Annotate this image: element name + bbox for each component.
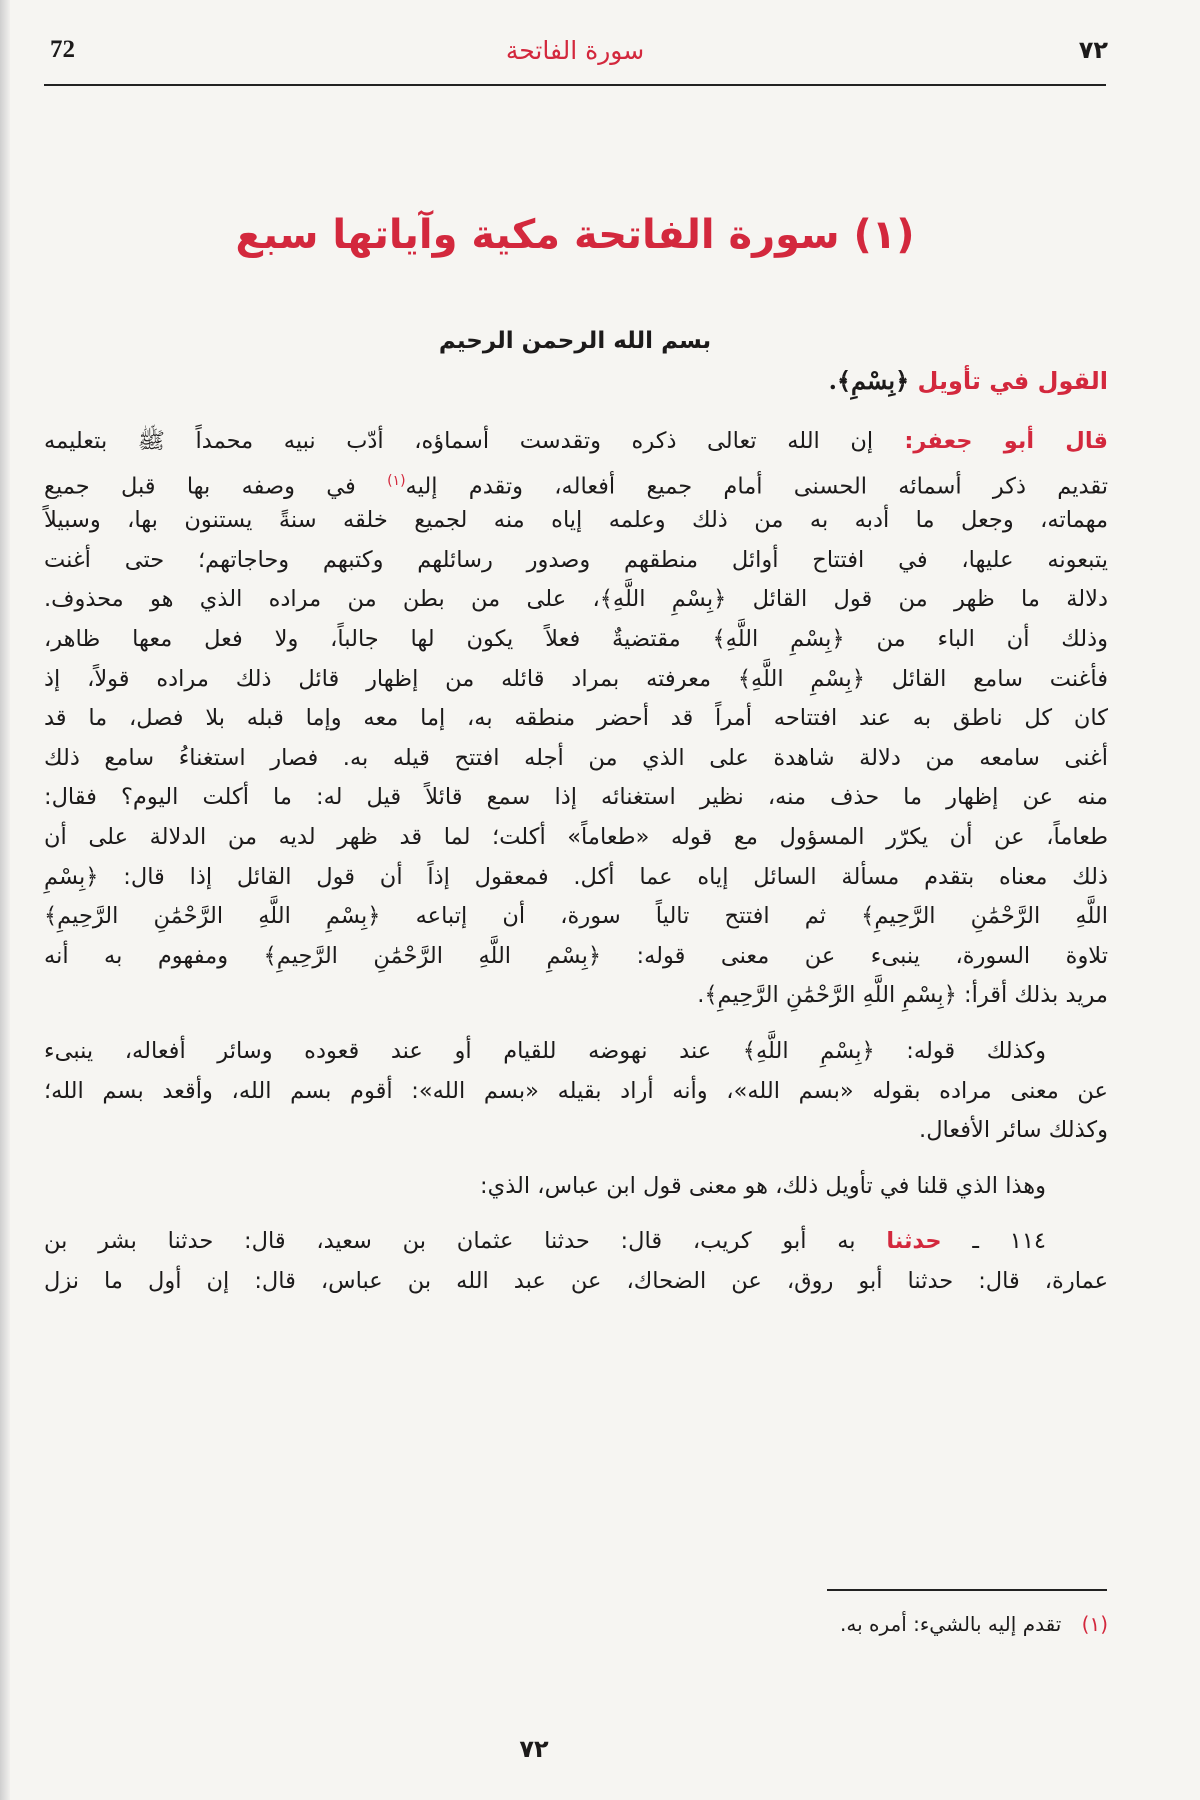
text-segment: إن الله تعالى ذكره وتقدست أسماؤه، أدّب نبيه محمداً ﷺ بتعليمه bbox=[44, 428, 874, 454]
text-segment: وكذلك سائر الأفعال. bbox=[919, 1117, 1108, 1144]
text-segment: ١١٤ ـ bbox=[941, 1228, 1046, 1255]
footnote-rule bbox=[827, 1589, 1107, 1591]
footnote-marker: (١) bbox=[387, 472, 406, 489]
basmala: بسم الله الرحمن الرحيم bbox=[438, 328, 712, 354]
text-line bbox=[44, 580, 1108, 620]
text-segment: كان كل ناطق به عند افتتاحه أمراً قد أحضر منطقه به، إما معه وإما قبله بلا فصل، ما قد bbox=[44, 705, 1108, 732]
text-segment: وهذا الذي قلنا في تأويل ذلك، هو معنى قول ابن عباس، الذي: bbox=[480, 1172, 1046, 1199]
scan-edge bbox=[0, 0, 10, 1800]
text-line bbox=[44, 1072, 1108, 1112]
header-surah-title: سورة الفاتحة bbox=[505, 36, 645, 65]
text-line bbox=[44, 422, 1108, 462]
header-page-number-arabic: ٧٢ bbox=[1078, 36, 1108, 64]
text-line bbox=[44, 1262, 1108, 1302]
highlighted-phrase: قال أبو جعفر: bbox=[873, 428, 1109, 454]
text-segment: فأغنت سامع القائل ﴿بِسْمِ اللَّهِ﴾ معرفته بمراد قائله من إظهار قائل ذلك مراده قولاً، إذ bbox=[44, 665, 1108, 692]
text-line bbox=[44, 699, 1108, 739]
highlighted-phrase: حدثنا bbox=[886, 1228, 942, 1255]
footer-page-number: ٧٢ bbox=[519, 1735, 549, 1763]
text-segment: يتبعونه عليها، في افتتاح أوائل منطقهم وصدور رسائلهم وكتبهم وحاجاتهم؛ حتى أغنت bbox=[44, 546, 1108, 573]
text-segment: اللَّهِ الرَّحْمَٰنِ الرَّحِيمِ﴾ ثم افتتح تالياً سورة، أن إتباعه ﴿بِسْمِ اللَّهِ الرَّحْمَٰنِ الرَّحِيمِ﴾ bbox=[44, 903, 1108, 930]
text-line bbox=[44, 1222, 1108, 1262]
text-line bbox=[44, 897, 1108, 937]
text-segment: وذلك أن الباء من ﴿بِسْمِ اللَّهِ﴾ مقتضيةٌ فعلاً يكون لها جالباً، ولا فعل معها ظاهر، bbox=[44, 625, 1108, 652]
text-line bbox=[44, 1032, 1108, 1072]
header-rule bbox=[44, 84, 1106, 86]
text-segment: مهماته، وجعل ما أدبه به من ذلك وعلمه إياه منه لجميع خلقه سنةً يستنون بها، وسبيلاً bbox=[44, 507, 1108, 534]
text-segment: عمارة، قال: حدثنا أبو روق، عن الضحاك، عن عبد الله بن عباس، قال: إن أول ما نزل bbox=[44, 1267, 1108, 1294]
subheading-quote: ﴿بِسْمِ﴾. bbox=[828, 366, 910, 395]
text-segment: عن معنى مراده بقوله «بسم الله»، وأنه أراد بقيله «بسم الله»: أقوم بسم الله، وأقعد بسم الله؛ bbox=[44, 1077, 1108, 1104]
text-segment: في وصفه بها قبل جميع bbox=[44, 473, 388, 500]
subheading bbox=[829, 366, 1108, 395]
text-segment: ذلك معناه بتقدم مسألة السائل إياه عما أكل. فمعقول إذاً أن قول القائل إذا قال: ﴿بِسْمِ bbox=[44, 863, 1108, 890]
text-segment: منه عن إظهار ما حذف منه، نظير استغنائه إذا سمع قائلاً قيل له: ما أكلت اليوم؟ فقال: bbox=[44, 784, 1108, 811]
text-segment: تلاوة السورة، ينبىء عن معنى قوله: ﴿بِسْمِ اللَّهِ الرَّحْمَٰنِ الرَّحِيمِ﴾ ومفهوم به أنه bbox=[44, 942, 1108, 969]
body-text bbox=[44, 422, 1108, 1301]
text-line bbox=[44, 660, 1108, 700]
text-line bbox=[44, 976, 1108, 1016]
header-page-number-latin: 72 bbox=[50, 36, 75, 63]
text-line bbox=[44, 1167, 1108, 1207]
text-line bbox=[44, 620, 1108, 660]
text-line bbox=[44, 501, 1108, 541]
footnote bbox=[840, 1612, 1108, 1636]
text-segment: طعاماً، عن أن يكرّر المسؤول مع قوله «طعاماً» أكلت؛ لما قد ظهر لديه من الدلالة على أن bbox=[44, 823, 1108, 850]
text-line bbox=[44, 1111, 1108, 1151]
chapter-title: (١) سورة الفاتحة مكية وآياتها سبع bbox=[235, 212, 915, 258]
text-segment: وكذلك قوله: ﴿بِسْمِ اللَّهِ﴾ عند نهوضه للقيام أو عند قعوده وسائر أفعاله، ينبىء bbox=[44, 1037, 1046, 1064]
subheading-label: القول في تأويل bbox=[917, 367, 1108, 395]
text-line bbox=[44, 778, 1108, 818]
text-segment: تقديم ذكر أسمائه الحسنى أمام جميع أفعاله، وتقدم إليه bbox=[405, 473, 1108, 500]
text-segment: أغنى سامعه من دلالة شاهدة على الذي من أجله افتتح قيله به. فصار استغناءُ سامع ذلك bbox=[44, 744, 1108, 771]
footnote-number: (١) bbox=[1081, 1612, 1108, 1636]
text-line bbox=[44, 818, 1108, 858]
text-line bbox=[44, 739, 1108, 779]
text-line bbox=[44, 858, 1108, 898]
text-line bbox=[44, 462, 1108, 502]
footnote-text: تقدم إليه بالشيء: أمره به. bbox=[840, 1612, 1062, 1636]
text-line bbox=[44, 937, 1108, 977]
text-segment: به أبو كريب، قال: حدثنا عثمان بن سعيد، قال: حدثنا بشر بن bbox=[44, 1228, 887, 1255]
text-segment: دلالة ما ظهر من قول القائل ﴿بِسْمِ اللَّهِ﴾، على من بطن من مراده الذي هو محذوف. bbox=[44, 586, 1108, 613]
text-segment: مريد بذلك أقرأ: ﴿بِسْمِ اللَّهِ الرَّحْمَٰنِ الرَّحِيمِ﴾. bbox=[697, 982, 1108, 1009]
text-line bbox=[44, 541, 1108, 581]
